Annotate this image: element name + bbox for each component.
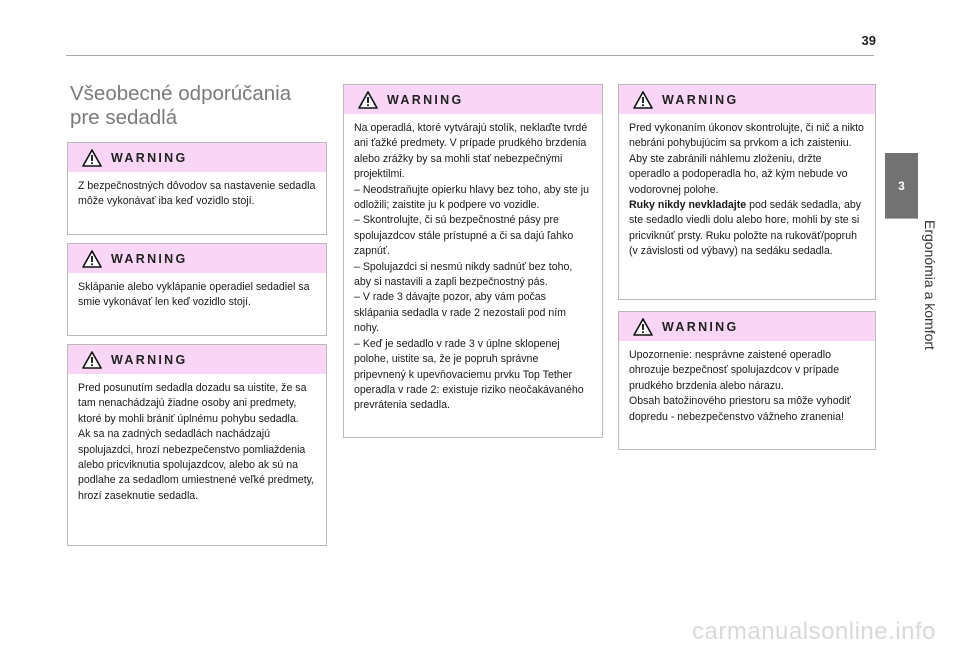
warning-header: [619, 312, 875, 341]
warning-list-item: – Spolujazdci si nesmú nikdy sadnúť bez toho, aby si nastavili a zapli bezpečnostný pás.: [354, 260, 573, 289]
warning-box: [67, 344, 327, 546]
warning-label: WARNING: [662, 93, 739, 107]
warning-label: WARNING: [111, 151, 188, 165]
warning-text: [68, 374, 326, 512]
side-divider: [885, 218, 918, 219]
warning-label: WARNING: [111, 252, 188, 266]
section-title-line1: Všeobecné odporúčania: [70, 82, 292, 105]
warning-paragraph: Sklápanie alebo vyklápanie operadiel sedadiel sa smie vykonávať len keď vozidlo stojí.: [78, 281, 310, 309]
section-title: [70, 82, 330, 130]
warning-list-item: – V rade 3 dávajte pozor, aby vám počas sklápania sedadla v rade 2 nezostali pod ním nohy.: [354, 291, 567, 335]
warning-triangle-icon: [633, 318, 653, 336]
warning-triangle-icon: [633, 91, 653, 109]
warning-paragraph: Z bezpečnostných dôvodov sa nastavenie sedadla môže vykonávať iba keď vozidlo stojí.: [78, 180, 316, 208]
warning-text: [619, 341, 875, 433]
warning-paragraph: Upozornenie: nesprávne zaistené operadlo ohrozuje bezpečnosť spolujazdcov v prípade prudkého brzdenia alebo nárazu.: [629, 349, 840, 392]
warning-list-item: – Skontrolujte, či sú bezpečnostné pásy pre spolujazdcov stále prístupné a či sa dajú ľahko zapnúť.: [354, 214, 574, 258]
warning-header: [344, 85, 602, 114]
warning-triangle-icon: [358, 91, 378, 109]
warning-box: [618, 84, 876, 300]
warning-text: [68, 172, 326, 218]
warning-text: [68, 273, 326, 319]
warning-text: [619, 114, 875, 268]
chapter-tab[interactable]: [885, 153, 918, 218]
warning-list-item: – Neodstraňujte opierku hlavy bez toho, aby ste ju odložili; zaistite ju k podpere vo vozidle.: [354, 183, 589, 212]
warning-header: [619, 85, 875, 114]
warning-triangle-icon: [82, 250, 102, 268]
warning-label: WARNING: [111, 353, 188, 367]
chapter-title-text: Ergonómia a komfort: [922, 220, 938, 350]
warning-paragraph: Ak sa na zadných sedadlách nachádzajú spolujazdci, hrozí nebezpečenstvo pomliaždenia alebo pricviknutia spolujazdcov, alebo ak sú na podlahe za sedadlom umiestnené veľké predmety, hrozí zaseknutie sedadla.: [78, 428, 315, 502]
warning-triangle-icon: [82, 149, 102, 167]
warning-list-item: – Keď je sedadlo v rade 3 v úplne sklopenej polohe, uistite sa, že je popruh správne pripevnený k upevňovaciemu prvku Top Tether operadla v rade 2: existuje riziko neočakávaného prevrátenia sedadla.: [354, 337, 584, 412]
warning-triangle-icon: [82, 351, 102, 369]
warning-box: [618, 311, 876, 450]
warning-box: [67, 243, 327, 336]
warning-paragraph: Pred posunutím sedadla dozadu sa uistite, že sa tam nenachádzajú žiadne osoby ani predmety, ktoré by mohli brániť úplnému pohybu sedadla.: [78, 382, 307, 425]
warning-header: [68, 244, 326, 273]
warning-paragraph: Aby ste zabránili náhlemu zloženiu, držte operadlo a podoperadla ho, až kým nebude vo vodorovnej polohe.: [629, 152, 848, 196]
warning-box: [343, 84, 603, 438]
warning-paragraph: Obsah batožinového priestoru sa môže vyhodiť dopredu - nebezpečenstvo vážneho zranenia!: [629, 395, 851, 423]
watermark: carmanualsonline.info: [692, 618, 936, 645]
page-number: 39: [861, 33, 876, 48]
warning-text: [344, 114, 602, 422]
warning-paragraph: [629, 198, 865, 260]
chapter-number: 3: [898, 178, 905, 193]
warning-text-rest: pod sedák sedadla, aby ste sedadlo viedli dolu alebo hore, mohli by ste si pricviknúť prsty. Ruku položte na rukoväť/popruh (v závislosti od výbavy) na sedáku sedadla.: [629, 199, 862, 258]
warning-header: [68, 345, 326, 374]
warning-label: WARNING: [387, 93, 464, 107]
top-divider: [66, 55, 874, 56]
warning-box: [67, 142, 327, 235]
warning-header: [68, 143, 326, 172]
warning-paragraph: Pred vykonaním úkonov skontrolujte, či nič a nikto nebráni pohybujúcim sa prvkom a ich zaisteniu.: [629, 122, 864, 150]
warning-paragraph: Na operadlá, ktoré vytvárajú stolík, neklaďte tvrdé ani ťažké predmety. V prípade prudkého brzdenia alebo zrážky by sa mohli stať nebezpečnými projektilmi.: [354, 122, 588, 181]
warning-label: WARNING: [662, 320, 739, 334]
section-title-line2: pre sedadlá: [70, 106, 178, 129]
bold-lead: Ruky nikdy nevkladajte: [629, 199, 747, 212]
chapter-title: [920, 220, 940, 420]
